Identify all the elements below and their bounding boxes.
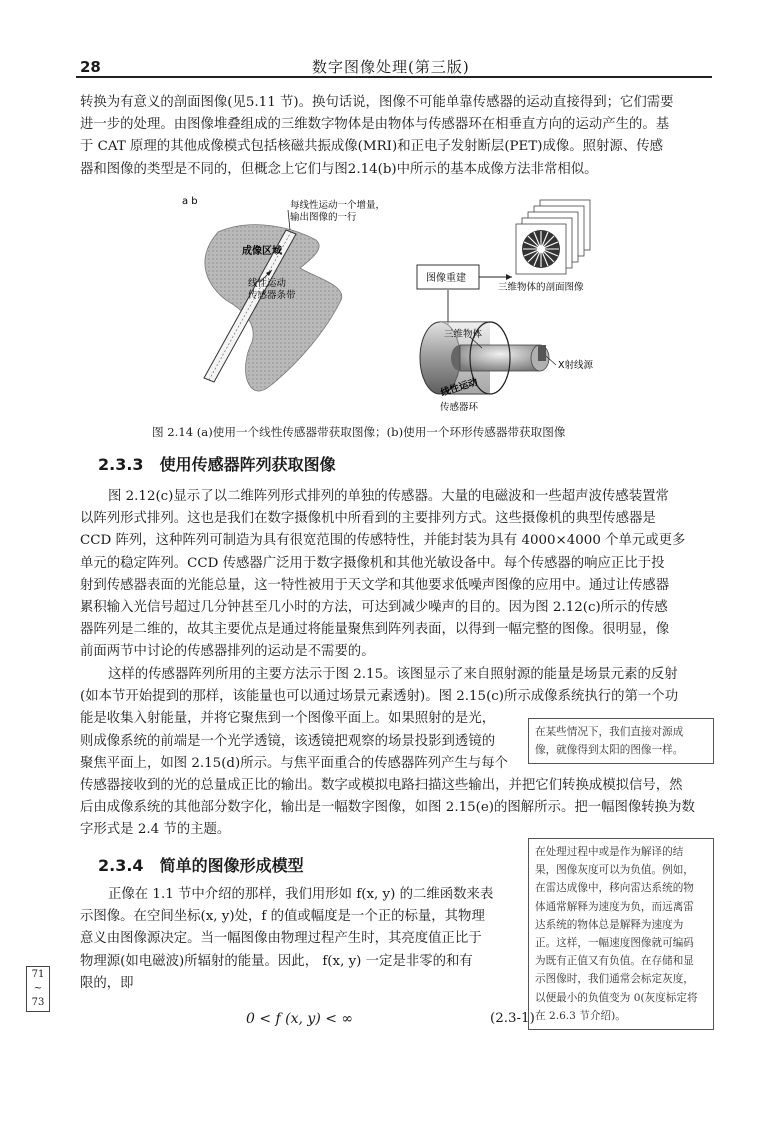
text-line: 转换为有意义的剖面图像(见5.11 节)。换句话说，图像不可能单靠传感器的运动直接得到；它们需要 [80, 95, 674, 110]
text-line: 字形式是 2.4 节的主题。 [80, 822, 231, 838]
figure-caption: 图 2.14 (a)使用一个线性传感器带获取图像；(b)使用一个环形传感器带获取图像 [152, 425, 566, 439]
text-line: 传感器接收到的光的总量成正比的输出。数字或模拟电路扫描这些输出，并把它们转换成模拟信号，然 [80, 778, 683, 794]
label-ring-linear-motion: 线性运动 [439, 376, 480, 399]
text-line: 这样的传感器阵列所用的主要方法示于图 2.15。该图显示了来自照射源的能量是场景元素的反射 [108, 667, 678, 682]
section-number: 2.3.4 [98, 856, 144, 875]
note-line: 达系统的物体总是解释为速度为 [535, 918, 684, 931]
note-line: 在雷达成像中，移向雷达系统的物 [535, 882, 694, 895]
note-line: 体通常解释为速度为负，而远离雷 [535, 900, 694, 913]
text-line: 累积输入光信号超过几分钟甚至几小时的方法，可达到减少噪声的目的。因为图 2.12(c)所示的传感 [80, 600, 668, 616]
label-cross-section: 三维物体的剖面图像 [498, 282, 584, 293]
note-line: 像，就像得到太阳的图像一样。 [535, 744, 684, 757]
label-sensor-strip: 传感器条带 [248, 290, 296, 301]
text-line: 后由成像系统的其他部分数字化，输出是一幅数字图像，如图 2.15(e)的图解所示。把一幅图像转换为数 [80, 800, 695, 816]
equation-number: (2.3-1) [490, 1011, 535, 1026]
section-heading-2-3-3 [98, 452, 336, 475]
label-output-row: 输出图像的一行 [290, 212, 357, 223]
note-line: 在 2.6.3 节介绍)。 [535, 1009, 626, 1022]
side-note-source-imaging [528, 718, 714, 764]
label-xray-source: X射线源 [558, 360, 594, 371]
text-line: 以阵列形式排列。这也是我们在数字摄像机中所看到的主要排列方式。这些摄像机的典型传感器是 [80, 511, 656, 527]
object-3d-cylinder [460, 345, 540, 371]
note-line: 正。这样，一幅速度图像就可编码 [535, 937, 694, 950]
label-imaging-area: 成像区域 [242, 246, 282, 257]
text-line: 前面两节中讨论的传感器排列的运动是不需要的。 [80, 644, 375, 660]
header-rule [76, 76, 712, 78]
section-heading-2-3-4 [98, 853, 304, 876]
page-number: 28 [80, 58, 101, 76]
text-line: 则成像系统的前端是一个光学透镜，该透镜把观察的场景投影到透镜的 [80, 733, 496, 749]
text-line: 聚焦平面上，如图 2.15(d)所示。与焦平面重合的传感器阵列产生与每个 [80, 755, 509, 771]
cross-section-stack [516, 200, 590, 274]
text-line: 能是收集入射能量，并将它聚焦到一个图像平面上。如果照射的是光， [80, 711, 496, 727]
text-line: 正像在 1.1 节中介绍的那样，我们用形如 f(x, y) 的二维函数来表 [108, 887, 494, 902]
note-line: 示图像时，我们通常会标定灰度， [535, 973, 694, 986]
text-line: CCD 阵列，这种阵列可制造为具有很宽范围的传感特性，并能封装为具有 4000×4000 个单元或更多 [80, 533, 686, 549]
text-line: 限的，即 [80, 975, 134, 991]
label-object-3d: 三维物体 [444, 329, 483, 340]
text-line: (如本节开始提到的那样，该能量也可以通过场景元素透射)。图 2.15(c)所示成像系统执行的第一个功 [80, 689, 679, 705]
label-image-reconstruction: 图像重建 [426, 273, 466, 284]
note-line: 以便最小的负值变为 0(灰度标定将 [535, 991, 698, 1004]
xray-source-block [538, 345, 546, 361]
section-title: 使用传感器阵列获取图像 [159, 455, 336, 474]
margin-ref-dash: ~ [33, 983, 43, 994]
label-sensor-ring: 传感器环 [440, 402, 479, 413]
text-line: 器和图像的类型是不同的，但概念上它们与图2.14(b)中所示的基本成像方法非常相似。 [80, 161, 598, 177]
equation-formula: 0 < f (x, y) < ∞ [246, 1011, 354, 1027]
section-number: 2.3.3 [98, 455, 144, 474]
book-title: 数字图像处理(第三版) [312, 58, 470, 76]
label-increment: 每线性运动一个增量， [290, 200, 386, 211]
margin-page-reference [26, 966, 50, 1012]
intro-paragraph [80, 92, 710, 181]
text-line: 器阵列是二维的，故其主要优点是通过将能量聚焦到阵列表面，以得到一幅完整的图像。很明显，像 [80, 622, 670, 638]
figure-2-14 [140, 190, 640, 415]
text-line: 图 2.12(c)显示了以二维阵列形式排列的单独的传感器。大量的电磁波和一些超声波传感装置常 [108, 489, 669, 504]
label-linear-motion: 线性运动 [248, 278, 287, 289]
note-line: 为既有正值又有负值。在存储和显 [535, 955, 694, 968]
note-line: 果，图像灰度可以为负值。例如， [535, 864, 694, 877]
text-line: 示图像。在空间坐标(x, y)处，f 的值或幅度是一个正的标量，其物理 [80, 909, 485, 925]
paragraph-2-3-4 [80, 884, 520, 995]
margin-ref-top: 71 [31, 969, 45, 980]
sensor-ring-assembly [420, 322, 549, 394]
text-line: 单元的稳定阵列。CCD 传感器广泛用于数字摄像机和其他光敏设备中。每个传感器的响应正比于投 [80, 555, 665, 571]
margin-ref-bottom: 73 [31, 997, 45, 1008]
note-line: 在某些情况下，我们直接对源成 [535, 726, 684, 738]
text-line: 物理源(如电磁波)所辐射的能量。因此， f(x, y) 一定是非零的和有 [80, 953, 473, 969]
paragraph-2-3-3-1 [80, 486, 710, 664]
side-note-negative-values [528, 838, 714, 1030]
panel-labels: a b [182, 196, 198, 207]
reconstruction-arrowhead [506, 274, 512, 280]
text-line: 射到传感器表面的光能总量，这一特性被用于天文学和其他要求低噪声图像的应用中。通过让传感器 [80, 577, 670, 593]
section-title: 简单的图像形成模型 [159, 856, 304, 875]
text-line: 于 CAT 原理的其他成像模式包括核磁共振成像(MRI)和正电子发射断层(PET)成像。照射源、传感 [80, 139, 663, 155]
text-line: 意义由图像源决定。当一幅图像由物理过程产生时，其亮度值正比于 [80, 931, 482, 947]
text-line: 进一步的处理。由图像堆叠组成的三维数字物体是由物体与传感器环在相垂直方向的运动产生的。基 [80, 117, 670, 133]
note-line: 在处理过程中或是作为解译的结 [535, 846, 684, 858]
